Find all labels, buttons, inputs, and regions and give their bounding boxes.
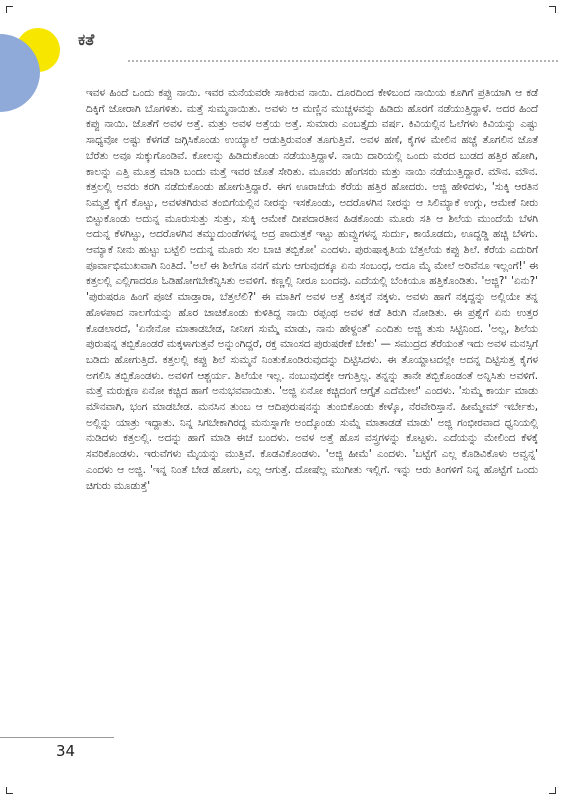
crop-mark-top-left bbox=[6, 6, 13, 13]
crop-mark-bottom-right bbox=[549, 787, 556, 794]
crop-mark-top-right bbox=[549, 6, 556, 13]
title-dotted-rule bbox=[128, 60, 558, 62]
story-paragraph: ಇವಳ ಹಿಂದೆ ಒಂದು ಕಪ್ಪು ನಾಯಿ. ಇವರ ಮನೆಯವರೇ ಸಾಕಿರುವ ನಾಯಿ. ದೂರದಿಂದ ಕೇಳಿಬಂದ ನಾಯಿಯ ಕೂಗಿಗೆ ಪ್ರತಿಯಾಗಿ ಆ ಕಡೆ ದಿಕ್ಕಿಗೆ ಜೋರಾಗಿ ಬೊಗಳಿತು. ಮತ್ತೆ ಸುಮ್ಮನಾಯಿತು. ಅವಳು ಆ ಮಣ್ಣಿನ ಮುಚ್ಚಳವನ್ನು ಹಿಡಿದು ಹೊರಗೆ ನಡೆಯುತ್ತಿದ್ದಾಳೆ. ಅದರ ಹಿಂದೆ ಕಪ್ಪು ನಾಯಿ. ಜೊತೆಗೆ ಅವಳ ಅತ್ತೆ. ಮತ್ತು ಅವಳ ಅತ್ತೆಯ ಅತ್ತೆ. ಸುಮಾರು ಎಂಬತ್ತೈದು ವರ್ಷ. ಕಿವಿಯಲ್ಲಿನ ಓಲೆಗಳು ಕಿವಿಯನ್ನು ಎಷ್ಟು ಸಾಧ್ಯವೋ ಅಷ್ಟು ಕೆಳಗಡೆ ಜಗ್ಗಿಸಿಕೊಂಡು ಉಯ್ಯಾಲೆ ಆಡುತ್ತಿರುವಂತೆ ತೂಗುತ್ತಿವೆ. ಅವಳ ಹಣೆ, ಕೈಗಳ ಮೇಲಿನ ಹಚ್ಚೆ ತೊಗಲಿನ ಜೊತೆ ಬೆರೆತು ಅವೂ ಸುಕ್ಕುಗೊಂಡಿವೆ. ಕೋಲನ್ನು ಹಿಡಿದುಕೊಂಡು ನಡೆಯುತ್ತಿದ್ದಾಳೆ. ನಾಯಿ ದಾರಿಯಲ್ಲಿ ಒಂದು ಮರದ ಬುಡದ ಹತ್ತಿರ ಹೋಗಿ, ಕಾಲನ್ನು ಎತ್ತಿ ಮೂತ್ರ ಮಾಡಿ ಬಂದು ಮತ್ತೆ ಇವರ ಜೊತೆ ಸೇರಿತು. ಮೂವರು ಹೆಂಗಸರು ಮತ್ತು ನಾಯಿ ನಡೆಯುತ್ತಿದ್ದಾರೆ. ಮೌನ. ಮೌನ. ಕತ್ತಲಲ್ಲಿ ಅವರು ಕರಗಿ ನಡೆದುಕೊಂಡು ಹೋಗುತ್ತಿದ್ದಾರೆ. ಈಗ ಊರಾಚೆಯ ಕೆರೆಯ ಹತ್ತಿರ ಹೋದರು. ಅಜ್ಜಿ ಹೇಳಿದಳು, 'ಸುಕ್ಕಿ ಆರತಿನ ನಿಮ್ಮತ್ತೆ ಕೈಗೆ ಕೊಟ್ಟು, ಅವಳತಗಿರುವ ತಂಬಿಗೆಯಲ್ಲಿನ ನೀರನ್ನು ಇಸಕೊಂಡು, ಅದರೊಳಗಿನ ನೀರನ್ನು ಆ ಸಿಲಿಮ್ಯಾಕೆ ಉಗ್ಗು, ಆಮೇಕೆ ನೀರು ಬಿಟ್ಟುಕೊಂಡು ಅದುನ್ನ ಮೂರುಸುತ್ತು ಸುತ್ತು, ಸುಕ್ಕಿ ಆಮೇಕೆ ದೀಪದಾರತೀನ ಹಿಡಕೊಂಡು ಮೂರು ಸತಿ ಆ ಶಿಲೆಯ ಮುಂದೆಯೆ ಬೆಳಗಿ ಅದುನ್ನ ಕೆಳಗಿಟ್ಟು, ಅದರೊಳಗಿನ ತಮ್ಮುದುಂಡೆಗಳನ್ನ ಅದ್ರ ಪಾದುತ್ತಕೆ ಇಟ್ಟು ಹುವ್ವುಗಳನ್ನ ಸುರ್ದು, ಕಾಯೊಡದು, ಊದ್ದಡ್ಡಿ ಹಚ್ಚಿ ಬೆಳಗು. ಆಮ್ಯಾಕೆ ನೀನು ಹುಟ್ಟು ಬಟ್ಟೆಲಿ ಅದುನ್ನ ಮೂರು ಸಲ ಬಾಚಿ ತಬ್ಬಿಕೋ' ಎಂದಳು. ಪುರುಷಾಕೃತಿಯ ಬೆತ್ತಲೆಯ ಕಪ್ಪು ಶಿಲೆ. ಕೆರೆಯ ಎದುರಿಗೆ ಪೂರ್ವಾಭಿಮುಖವಾಗಿ ನಿಂತಿದೆ. 'ಅಲೆ ಈ ಶಿಲೆಗೂ ನನಗೆ ಮಗು ಆಗುವುದಕ್ಕೂ ಏನು ಸಂಬಂಧ, ಅದೂ ಮೈ ಮೇಲೆ ಅರಿವೆನೂ ಇಲ್ಲಂಗೆ!' ಈ ಕತ್ತಲಲ್ಲಿ ಎಲ್ಲಿಗಾದರೂ ಓಡಿಹೋಗಬೇಕೆನ್ನಿಸಿತು ಅವಳಿಗೆ. ಕಣ್ಣಲ್ಲಿ ನೀರೂ ಬಂದವು. ಎದೆಯಲ್ಲಿ ಬೆಂಕಿಯೂ ಹತ್ತಿಕೊಂಡಿತು. 'ಅಜ್ಜಿ?' 'ಏನು?' 'ಪುರುಷರೂ ಹಿಂಗೆ ಪೂಜೆ ಮಾಡ್ತಾರಾ, ಬೆತ್ತಲೆಲಿ?' ಈ ಮಾತಿಗೆ ಅವಳ ಅತ್ತೆ ಕಿಸಕ್ಕನೆ ನಕ್ಕಳು. ಅವಳು ಹಾಗೆ ನಕ್ಕದ್ದನ್ನು ಅಲ್ಲಿಯೇ ತನ್ನ ಹೊಳಪಾದ ನಾಲಗೆಯನ್ನು ಹೊರ ಚಾಚಿಕೊಂಡು ಕುಳಿತಿದ್ದ ನಾಯಿ ರಪ್ಪಂಥ ಅವಳ ಕಡೆ ತಿರುಗಿ ನೋಡಿತು. ಈ ಪ್ರಶ್ನೆಗೆ ಏನು ಉತ್ತರ ಕೊಡಲಾರದೆ, 'ಏನೇನೋ ಮಾತಾಡಬೇಡ, ನೀನೀಗ ಸುಮ್ಮೆ ಮಾಡು, ನಾನು ಹೇಳ್ದಂತೆ' ಎಂದಿತು ಅಜ್ಜಿ ತುಸು ಸಿಟ್ಟಿನಿಂದ. 'ಅಲ್ಲ, ಶಿಲೆಯ ಪುರುಷನ್ನ ತಬ್ಬಿಕೊಂಡರೆ ಮಕ್ಕಳಾಗುತ್ತವೆ ಅನ್ನುಂಗಿದ್ದರೆ, ರಕ್ತ ಮಾಂಸದ ಪುರುಷರೇಕೆ ಬೇಕು' — ಸಮುದ್ರದ ತೆರೆಯಂತೆ ಇದು ಅವಳ ಮನಸ್ಸಿಗೆ ಬಡಿದು ಹೋಗುತ್ತಿದೆ. ಕತ್ತಲಲ್ಲಿ ಕಪ್ಪು ಶಿಲೆ ಸುಮ್ಮನೆ ನಿಂತುಕೊಂಡಿರುವುದನ್ನು ದಿಟ್ಟಿಸಿದಳು. ಈ ತೊಯ್ದಾಟದಲ್ಲೇ ಅದನ್ನ ದಿಟ್ಟಿಸುತ್ತ ಕೈಗಳ ಅಗಲಿಸಿ ತಬ್ಬಿಕೊಂಡಳು. ಅವಳಿಗೆ ಆಶ್ಚರ್ಯ. ಶಿಲೆಯೇ ಇಲ್ಲ. ನಂಬುವುದಕ್ಕೇ ಆಗುತ್ತಿಲ್ಲ. ತನ್ನನ್ನು ತಾನೇ ತಬ್ಬಿಕೊಂಡಂತೆ ಅನ್ನಿಸಿತು ಅವಳಿಗೆ. ಮತ್ತೆ ಮರುಕ್ಷಣ ಏನೋ ಕಚ್ಚಿದ ಹಾಗೆ ಅನುಭವವಾಯಿತು. 'ಅಜ್ಜಿ ಏನೋ ಕಚ್ಚಿದಂಗೆ ಆಗ್ತೈತೆ ಎದೆಮೇಲೆ' ಎಂದಳು. 'ಸುಮ್ಮೆ ಕಾರ್ಯ ಮಾಡು ಮೌನವಾಗಿ, ಭಂಗ ಮಾಡಬೇಡ. ಮನಸಿನ ತುಂಬ ಆ ಆದಿಪುರುಷನನ್ನು ತುಂಬಿಕೊಂಡು ಕೇಳ್ಕೊ, ನೆರವೇರಿಸ್ತಾನೆ. ಹೀಮ್ಮೇಮ್ ಇರ್ಬೇಕು, ಅಲ್ಲಿನ್ನು ಯಾತ್ರು ಇದ್ದಾತು. ನಿನ್ನ ಸಿಗಬೇಕಾಗಿರದ್ದ ಮನುಸ್ನಾಗೇ ಅಂದ್ಕೊಂಡು ಸುಮ್ನೆ ಮಾತಾಡಡೆ ಮಾಡು' ಅಜ್ಜಿ ಗಂಭೀರವಾದ ಧ್ವನಿಯಲ್ಲಿ ನುಡಿದಳು ಕತ್ತಲಲ್ಲಿ. ಅದನ್ನು ಹಾಗೆ ಮಾಡಿ ಈಚೆ ಬಂದಳು. ಅವಳ ಅತ್ತೆ ಹೊಸ ವಸ್ತ್ರಗಳನ್ನು ಕೊಟ್ಟಳು. ಎದೆಯನ್ನು ಮೇಲಿಂದ ಕೆಳಕ್ಕೆ ಸವರಿಕೊಂಡಳು. ಇರುವೆಗಳು ಮೈಯನ್ನು ಮುತ್ತಿವೆ. ಕೊಡವಿಕೊಂಡಳು. 'ಅಜ್ಜಿ ಹೀಮೆ' ಎಂದಳು. 'ಬಟ್ಟೆಗೆ ಎಲ್ಲ ಕೊಡಿವಿಕೊಳು ಅವ್ವನ್ನ' ಎಂದಳು ಆ ಅಜ್ಜಿ. 'ಇನ್ನ ನಿಂತೆ ಬೇಡ ಹೋಗು, ಎಲ್ಲ ಆಗುತ್ತೆ. ದೋಷೆಲ್ಲ ಮುಗೀತು ಇಲ್ಲಿಗೆ. ಇನ್ನು ಆರು ತಿಂಗಳಿಗೆ ನಿನ್ನ ಹೊಟ್ಟೆಗೆ ಒಂದು ಚಿಗುರು ಮೂಡುತ್ತೆ' bbox=[86, 87, 538, 492]
footer-rule bbox=[0, 737, 114, 738]
crop-mark-bottom-left bbox=[6, 787, 13, 794]
section-title: ಕತೆ bbox=[78, 30, 95, 49]
section-decoration-circles bbox=[0, 22, 70, 112]
page-number: 34 bbox=[56, 742, 76, 760]
